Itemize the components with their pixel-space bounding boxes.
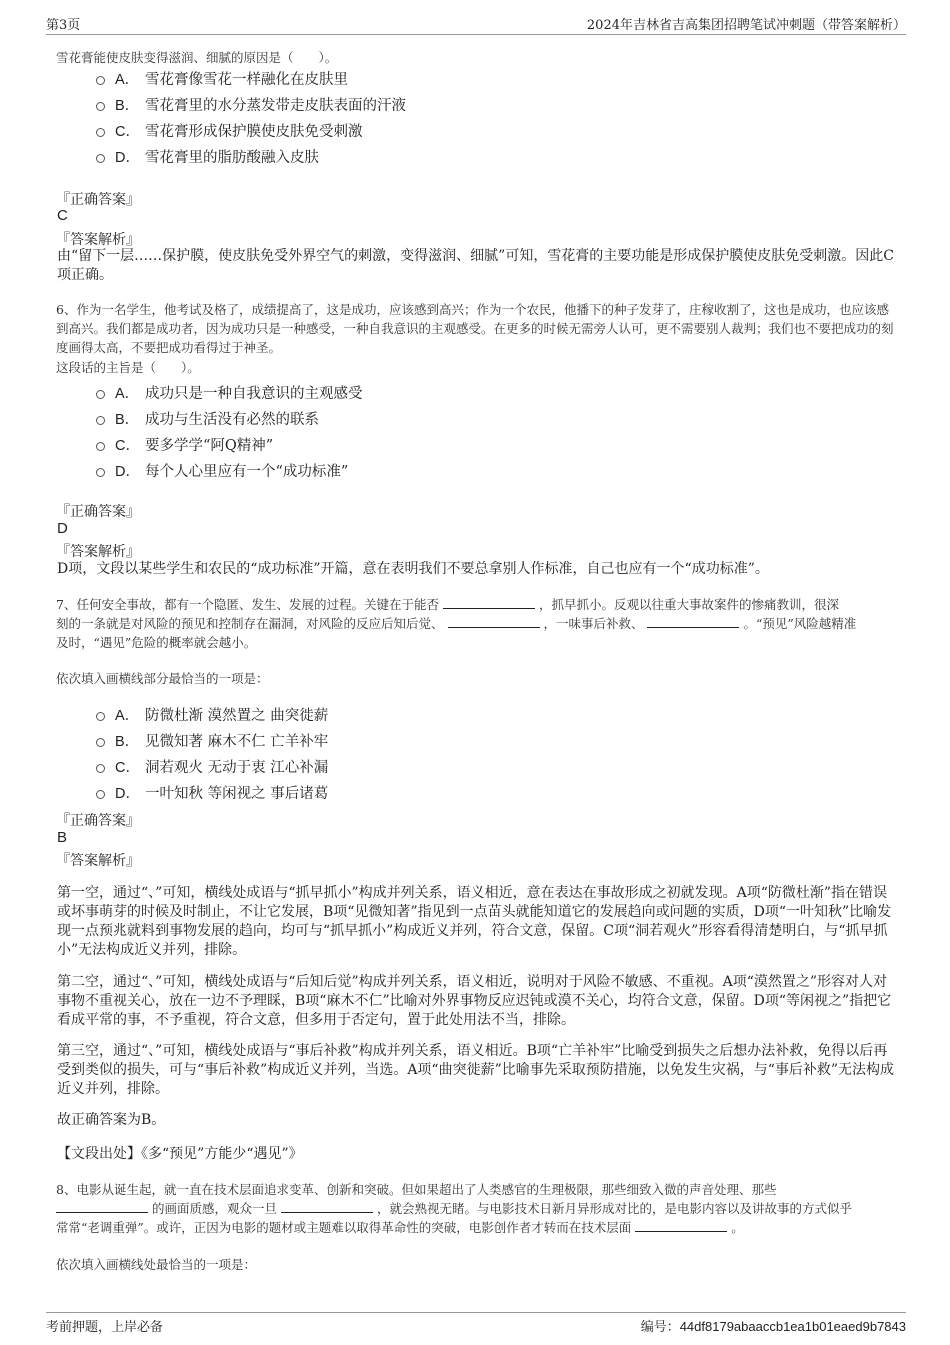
radio-icon[interactable]: [96, 416, 105, 425]
q8-question: 依次填入画横线处最恰当的一项是：: [56, 1257, 257, 1272]
q7-question: 依次填入画横线部分最恰当的一项是：: [56, 671, 269, 686]
q7-answer: B: [57, 829, 68, 846]
radio-icon[interactable]: [96, 76, 105, 85]
q7-analysis-para-2: 第二空，通过“、”可知，横线处成语与“后知后觉”构成并列关系，语义相近，说明对于风险不敏感、不重视。A项“漠然置之”形容对人对事物不重视关心，放在一边不予理睬，B项“麻木不仁”比喻对外界事物反应迟钝或漠不关心，均符合文意，保留。D项“等闲视之”指把它看成平常的事，不予重视，符合文意，但多用于否定句，置于此处用法不当，排除。: [57, 974, 892, 1028]
page-number: 第3页: [46, 18, 81, 33]
q5-option-c[interactable]: C． 雪花膏形成保护膜使皮肤免受刺激: [96, 119, 363, 141]
footer-slogan: 考前押题，上岸必备: [46, 1320, 164, 1335]
q5-analysis: 由“留下一层……保护膜，使皮肤免受外界空气的刺激，变得滋润、细腻”可知，雪花膏的主要功能是形成保护膜使皮肤免受刺激。因此C项正确。: [57, 248, 895, 283]
blank-line: [56, 1200, 148, 1213]
q6-option-c[interactable]: C． 要多学学“阿Q精神”: [96, 433, 273, 455]
q7-analysis-label: 『答案解析』: [56, 853, 140, 869]
q6-stem: 6、作为一名学生，他考试及格了，成绩提高了，这是成功，应该感到高兴；作为一个农民，他播下的种子发芽了，庄稼收割了，这也是成功，也应该感到高兴。我们都是成功者，因为成功只是一种感受，一种自我意识的主观感受。在更多的时候无需旁人认可，更不需要别人裁判；我们也不要把成功的刻度画得太高，不要把成功看得过于神圣。: [56, 302, 894, 355]
q7-conclusion: 故正确答案为B。: [57, 1112, 166, 1128]
q5-answer-label: 『正确答案』: [56, 192, 140, 208]
q6-option-b[interactable]: B． 成功与生活没有必然的联系: [96, 407, 319, 429]
q7-analysis-para-3: 第三空，通过“、”可知，横线处成语与“事后补救”构成并列关系，语义相近。B项“亡羊补牢”比喻受到损失之后想办法补救，免得以后再受到类似的损失，可与“事后补救”构成近义并列，当选。A项“曲突徙薪”比喻事先采取预防措施，以免发生灾祸，与“事后补救”无法构成近义并列，排除。: [57, 1043, 895, 1097]
q7-option-c[interactable]: C． 洞若观火 无动于衷 江心补漏: [96, 755, 328, 777]
q7-analysis-para-1: 第一空，通过“、”可知，横线处成语与“抓早抓小”构成并列关系，语义相近，意在表达在事故形成之初就发现。A项“防微杜渐”指在错误或坏事萌芽的时候及时制止，不让它发展，B项“见微知著”指见到一点苗头就能知道它的发展趋向或问题的实质，D项“一叶知秋”比喻发现一点预兆就料到事物发展的趋向，均可与“抓早抓小”构成近义并列，符合文意，保留。C项“洞若观火”形容看得清楚明白，与“抓早抓小”无法构成近义并列，排除。: [57, 885, 892, 958]
q6-analysis: D项，文段以某些学生和农民的“成功标准”开篇，意在表明我们不要总拿别人作标准，自己也应有一个“成功标准”。: [57, 561, 769, 577]
radio-icon[interactable]: [96, 128, 105, 137]
q7-stem: 7、任何安全事故，都有一个隐匿、发生、发展的过程。关键在于能否 ，抓早抓小。反观以往重大事故案件的惨痛教训，很深 刻的一条就是对风险的预见和控制存在漏洞，对风险的反应后知后觉、 ，一味事后补救、 。“预见”风险越精准 及时，“遇见”危险的概率就会越小。: [56, 597, 857, 650]
radio-icon[interactable]: [96, 712, 105, 721]
q5-option-d[interactable]: D． 雪花膏里的脂肪酸融入皮肤: [96, 145, 319, 167]
q6-answer-label: 『正确答案』: [56, 504, 140, 520]
document-title: 2024年吉林省吉高集团招聘笔试冲刺题（带答案解析）: [586, 18, 906, 33]
q5-analysis-label: 『答案解析』: [56, 232, 140, 248]
radio-icon[interactable]: [96, 764, 105, 773]
radio-icon[interactable]: [96, 738, 105, 747]
page-header: [46, 12, 906, 35]
q6-option-d[interactable]: D． 每个人心里应有一个“成功标准”: [96, 459, 348, 481]
page-footer: [46, 1312, 906, 1335]
q6-option-a[interactable]: A． 成功只是一种自我意识的主观感受: [96, 381, 363, 403]
radio-icon[interactable]: [96, 102, 105, 111]
q7-source: 【文段出处】《多“预见”方能少“遇见”》: [57, 1146, 303, 1162]
q7-option-b[interactable]: B． 见微知著 麻木不仁 亡羊补牢: [96, 729, 328, 751]
radio-icon[interactable]: [96, 790, 105, 799]
q7-option-a[interactable]: A． 防微杜渐 漠然置之 曲突徙薪: [96, 703, 328, 725]
blank-line: [443, 596, 535, 609]
q5-option-a[interactable]: A． 雪花膏像雪花一样融化在皮肤里: [96, 67, 348, 89]
radio-icon[interactable]: [96, 154, 105, 163]
document-id: 编号：44df8179abaaccb1ea1b01eaed9b7843: [640, 1319, 906, 1334]
blank-line: [635, 1219, 727, 1232]
radio-icon[interactable]: [96, 390, 105, 399]
q6-question: 这段话的主旨是（ ）。: [56, 360, 200, 375]
q5-answer: C: [57, 207, 68, 224]
q5-stem: 雪花膏能使皮肤变得滋润、细腻的原因是（ ）。: [56, 50, 338, 65]
q6-answer: D: [57, 520, 68, 537]
q7-answer-label: 『正确答案』: [56, 813, 140, 829]
q8-stem: 8、电影从诞生起，就一直在技术层面追求变革、创新和突破。但如果超出了人类感官的生理极限，那些细致入微的声音处理、那些 的画面质感，观众一旦 ，就会熟视无睹。与电影技术日新月异形成对比的，是电影内容以及讲故事的方式似乎 常常“老调重弹”。或许，正因为电影的题材或主题难以取得革命性的突破，电影创作者才转而在技术层面 。: [56, 1182, 852, 1235]
blank-line: [647, 615, 739, 628]
q5-option-b[interactable]: B． 雪花膏里的水分蒸发带走皮肤表面的汗液: [96, 93, 406, 115]
blank-line: [448, 615, 540, 628]
q7-option-d[interactable]: D． 一叶知秋 等闲视之 事后诸葛: [96, 781, 328, 803]
radio-icon[interactable]: [96, 468, 105, 477]
radio-icon[interactable]: [96, 442, 105, 451]
q6-analysis-label: 『答案解析』: [56, 544, 140, 560]
blank-line: [281, 1200, 373, 1213]
